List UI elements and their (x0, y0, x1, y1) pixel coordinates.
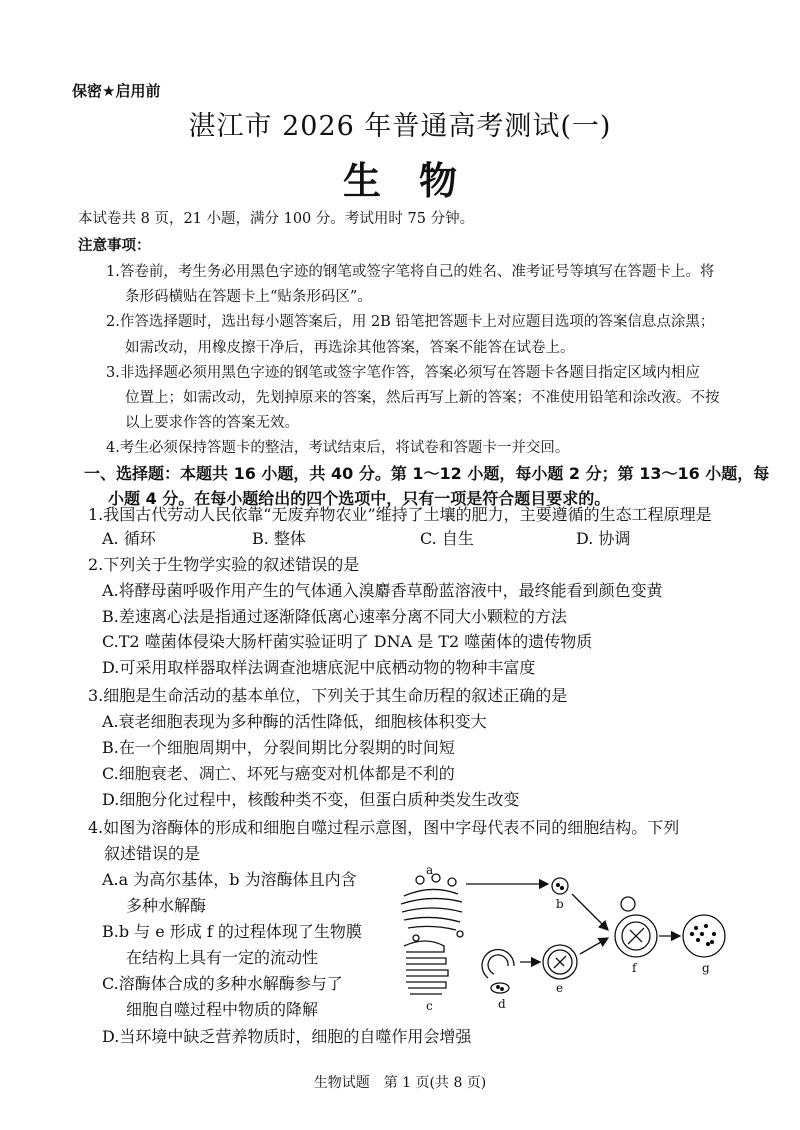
label-d: d (498, 997, 506, 1011)
notice-line: 4.考生必须保持答题卡的整洁，考试结束后，将试卷和答题卡一并交回。 (106, 440, 570, 456)
notice-line: 2.作答选择题时，选出每小题答案后，用 2B 铅笔把答题卡上对应题目选项的答案信息点涂黑； (106, 314, 715, 330)
option-c: C.细胞衰老、凋亡、坏死与癌变对机体都是不利的 (102, 764, 455, 783)
option-d: D.细胞分化过程中，核酸种类不变，但蛋白质种类发生改变 (102, 790, 520, 809)
option-b: B. 整体 (252, 529, 306, 548)
question-1-stem: 1.我国古代劳动人民依靠“无废弃物农业”维持了土壤的肥力，主要遵循的生态工程原理是 (88, 505, 712, 524)
option-b: B.在一个细胞周期中，分裂间期比分裂期的时间短 (102, 738, 455, 757)
option-b: B.差速离心法是指通过逐渐降低离心速率分离不同大小颗粒的方法 (102, 607, 567, 626)
label-c: c (426, 999, 433, 1013)
label-f: f (632, 961, 637, 975)
notice-line: 3.非选择题必须用黑色字迹的钢笔或签字笔作答，答案必须写在答题卡各题目指定区域内相应 (106, 365, 700, 381)
option-a: A.衰老细胞表现为多种酶的活性降低，细胞核体积变大 (102, 712, 487, 731)
section-heading-cont: 小题 4 分。在每小题给出的四个选项中，只有一项是符合题目要求的。 (108, 489, 611, 508)
page-footer: 生物试题 第 1 页(共 8 页) (313, 1075, 487, 1091)
label-g: g (702, 961, 710, 975)
option-a-cont: 多种水解酶 (126, 896, 207, 915)
residual-body (683, 915, 725, 957)
option-a: A.将酵母菌呼吸作用产生的气体通入溴麝香草酚蓝溶液中，最终能看到颜色变黄 (102, 581, 663, 600)
question-4-stem: 4.如图为溶酶体的形成和细胞自噬过程示意图，图中字母代表不同的细胞结构。下列 (88, 818, 680, 837)
option-c: C. 自生 (420, 529, 474, 548)
autophagosome (543, 945, 577, 979)
option-b: B.b 与 e 形成 f 的过程体现了生物膜 (102, 922, 362, 941)
label-a: a (426, 866, 434, 877)
option-a: A.a 为高尔基体，b 为溶酶体且内含 (102, 870, 357, 889)
question-3-stem: 3.细胞是生命活动的基本单位，下列关于其生命历程的叙述正确的是 (88, 686, 568, 705)
notice-line: 以上要求作答的答案无效。 (125, 415, 299, 431)
confidential-mark: 保密★启用前 (72, 82, 161, 100)
question-4-stem-cont: 叙述错误的是 (104, 844, 201, 863)
option-d: D.当环境中缺乏营养物质时，细胞的自噬作用会增强 (102, 1027, 472, 1046)
notice-line: 条形码横贴在答题卡上“贴条形码区”。 (125, 289, 372, 305)
section-heading: 一、选择题：本题共 16 小题，共 40 分。第 1～12 小题，每小题 2 分；第 13～16 小题，每 (84, 464, 770, 483)
option-a: A. 循环 (102, 529, 156, 548)
option-b-cont: 在结构上具有一定的流动性 (126, 948, 319, 967)
option-d: D. 协调 (576, 529, 631, 548)
notice-line: 位置上；如需改动，先划掉原来的答案，然后再写上新的答案；不准使用铅笔和涂改液。不按 (125, 390, 720, 406)
option-c: C.T2 噬菌体侵染大肠杆菌实验证明了 DNA 是 T2 噬菌体的遗传物质 (102, 632, 593, 651)
exam-title: 湛江市 2026 年普通高考测试(一) (188, 111, 612, 142)
autolysosome (615, 897, 657, 957)
option-d: D.可采用取样器取样法调查池塘底泥中底栖动物的物种丰富度 (102, 658, 536, 677)
label-b: b (556, 897, 564, 911)
notice-line: 如需改动，用橡皮擦干净后，再选涂其他答案，答案不能答在试卷上。 (125, 340, 575, 356)
phagophore (482, 950, 514, 993)
option-c-cont: 细胞自噬过程中物质的降解 (126, 1000, 319, 1019)
subject-title: 生物 (342, 158, 495, 203)
notice-heading: 注意事项： (78, 238, 151, 254)
endoplasmic-reticulum (404, 941, 448, 994)
lysosome (552, 878, 568, 894)
exam-intro: 本试卷共 8 页，21 小题，满分 100 分。考试用时 75 分钟。 (78, 211, 475, 227)
option-c: C.溶酶体合成的多种水解酶参与了 (102, 974, 343, 993)
notice-line: 1.答卷前，考生务必用黑色字迹的钢笔或签字笔将自己的姓名、准考证号等填写在答题卡上。将 (106, 264, 715, 280)
golgi-apparatus (401, 874, 463, 941)
label-e: e (556, 981, 564, 995)
question-2-stem: 2.下列关于生物学实验的叙述错误的是 (88, 555, 360, 574)
autophagy-diagram (396, 866, 736, 1016)
